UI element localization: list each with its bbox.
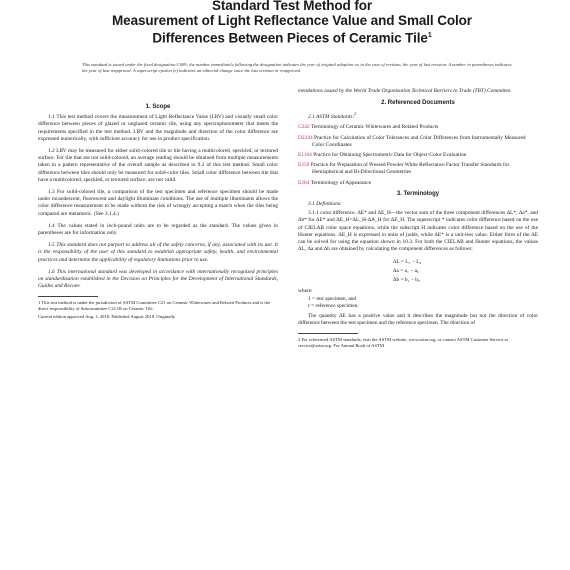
reference-code-link[interactable]: C242	[298, 124, 310, 131]
footnote-edition: Current edition approved Aug. 1, 2018. Published August 2018. Originally	[38, 314, 176, 320]
footnote-2: 2 For referenced ASTM standards, visit the ASTM website, www.astm.org, or contact ASTM Customer Service at service@astm.org. For Annual Book of ASTM	[298, 337, 508, 349]
reference-item[interactable]: E259 Practice for Preparation of Pressed Powder White Reflectance Factor Transfer Standards for Hemispherical and Bi-Directional Geometries	[298, 162, 510, 176]
reference-item[interactable]: C242 Terminology of Ceramic Whitewares and Related Products	[298, 124, 439, 131]
paragraph-1-6: 1.6 This international standard was developed in accordance with internationally recognized principles on standardization established in the Decision on Principles for the Development of International Standards, Guides and Recom-	[38, 268, 278, 290]
section-references-heading: 2. Referenced Documents	[381, 100, 455, 107]
footnote-divider	[298, 333, 358, 334]
reference-item[interactable]: D2244 Practice for Calculation of Color Tolerances and Color Differences from Instrumentally Measured Color Coordinates	[298, 134, 526, 148]
document-title	[92, 0, 492, 46]
reference-code-link[interactable]: D2244	[298, 134, 313, 141]
paragraph-1-5: 1.5 This standard does not purport to address all of the safety concerns, if any, associated with its use. It is the responsibility of the user of this standard to establish appropriate safety, health, and environmental practices and determine the applicability of regulatory limitations prior to use.	[38, 242, 278, 263]
title-line-3: Differences Between Pieces of Ceramic Tile$^1$	[152, 30, 432, 46]
where-block	[298, 288, 538, 310]
equation-delta-a: Δa = a₁ − a₀	[393, 268, 419, 275]
left-column	[38, 100, 278, 322]
equation-delta-b: Δb = b₁ − b₀	[393, 277, 420, 284]
section-scope-heading: 1. Scope	[145, 104, 171, 110]
right-column	[298, 88, 538, 351]
paragraph-1-6-continued: mendations issued by the World Trade Organization Technical Barriers to Trade (TBT) Committee.	[298, 88, 512, 94]
paragraph-1-1: 1.1 This test method covers the measurement of Light Reflectance Value (LRV) and visually small color difference between pieces of glazed or unglazed ceramic tile, using any spectrophotometer that meets the requirements specified in the test method. LRV and the magnitude and direction of the color difference are expressed numerically, with sufficient accuracy for use in product specification.	[38, 114, 278, 142]
title-line-1: Standard Test Method for	[211, 0, 373, 13]
terminology-paragraph: 3.1.1 color difference, ΔE* and ΔE_H—the vector sum of the three component differences ΔL*, Δa*, and Δb* for ΔE* and ΔE_H=ΔL_H-ΔA_H for ΔE_H. The superscript * indicates color difference based on the use of CIELAB color space equations, while the subscript H indicates color difference based on the use of the Hunter equations. ΔE_H is expressed in units of judds, while ΔE* is a unit-less value. Either form of the ΔE can be solved for using the equation shown in 10.3. For both the CIELAB and Hunter equations, the values ΔL, Δa and Δb are obtained by calculating the component differences as follows:	[298, 210, 538, 253]
title-footnote-mark: 1	[427, 32, 432, 39]
where-item-1: 1 = test specimen, and	[308, 295, 357, 302]
paragraph-1-3: 1.3 For solid-colored tile, a comparison of the test specimen and reference specimen should be made under incandescent, fluorescent and daylight illuminant conditions. The use of multiple illuminants allows the color difference measurement to be made without the risk of wrongly accepting a match when the tiles being compared are metameric. (See 3.1.4.)	[38, 189, 278, 217]
equation-delta-l: ΔL = L₁ − L₀	[393, 259, 422, 266]
references-intro: 2.1 ASTM Standards:$^2$	[308, 111, 357, 121]
reference-code-link[interactable]: E259	[298, 162, 310, 169]
references-footnote-mark: 2	[354, 111, 357, 117]
footnote-1: 1 This test method is under the jurisdiction of ASTM Committee C21 on Ceramic Whitewares and Related Products and is the direct responsibility of Subcommittee C21.06 on Ceramic Tile.	[38, 300, 271, 312]
equation-block	[393, 258, 538, 285]
quantity-paragraph: The quantity ΔE has a positive value and it describes the magnitude but not the direction of color difference between the test specimen and the reference specimen. The direction of	[298, 313, 538, 327]
issuance-note: This standard is issued under the fixed designation C609; the number immediately following the designation indicates the year of original adoption or, in the case of revision, the year of last revision. A number in parentheses indicates the year of last reapproval. A superscript epsilon (ε) indicates an editorial change since the last revision or reapproval.	[82, 62, 512, 73]
reference-item[interactable]: E284 Terminology of Appearance	[298, 179, 372, 186]
reference-item[interactable]: E1164 Practice for Obtaining Spectrometric Data for Object-Color Evaluation	[298, 152, 467, 159]
footnote-divider	[38, 296, 98, 297]
where-item-2: r = reference specimen.	[308, 302, 359, 309]
section-terminology-heading: 3. Terminology	[396, 190, 440, 197]
paragraph-1-4: 1.4 The values stated in inch-pound units are to be regarded as the standard. The values given in parentheses are for information only.	[38, 222, 278, 237]
terminology-definitions-label: 3.1 Definitions:	[308, 201, 342, 208]
reference-code-link[interactable]: E284	[298, 179, 310, 186]
reference-code-link[interactable]: E1164	[298, 152, 312, 159]
title-line-2: Measurement of Light Reflectance Value and Small Color	[112, 13, 472, 28]
paragraph-1-2: 1.2 LRV may be measured for either solid-colored tile or tile having a multicolored, speckled, or textured surface. For tile that are not solid-colored, an average reading should be obtained from multiple measurements taken in a pattern representative of the overall sample as described in 9.2 of this test method. Small color difference between tiles should only be measured for solid-color tiles. Small color difference between tile that have a multicolored, speckled, or textured surface, are not valid.	[38, 148, 278, 183]
where-label: where:	[298, 288, 313, 295]
